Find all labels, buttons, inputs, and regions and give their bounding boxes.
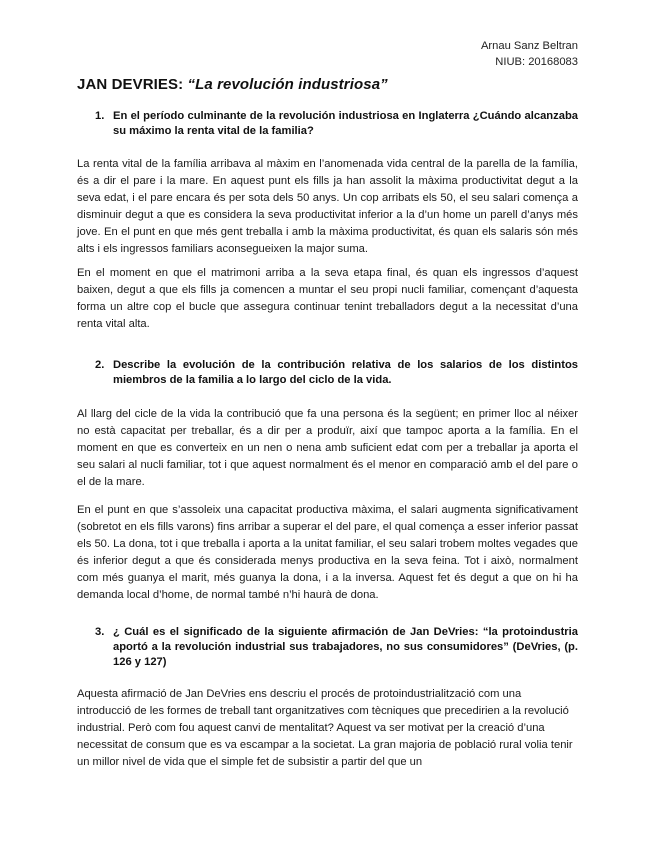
answer-2-paragraph-2: En el punt en que s’assoleix una capacitat productiva màxima, el salari augmenta significativament (sobretot en els fills varons) fins arribar a superar el del pare, el qual comença a esser inferior passat els 50. La dona, tot i que treballa i aporta a la unitat familiar, el seu salari trobem moltes vegades que és inferior degut a que és considerada menys productiva en la seva feina. Tot i això, normalment com més guanya el marit, més guanya la dona, i a la inversa. Aquest fet és degut a que on hi ha demanda local d’home, de normal també n’hi haurà de dona. [77,504,578,601]
author-block [481,38,578,70]
question-text: ¿ Cuál es el significado de la siguiente afirmación de Jan DeVries: “la protoindustria aportó a la revolución industrial sus trabajadores, no sus consumidores” (DeVries, (p. 126 y 127) [113,626,578,668]
answer-1-paragraph-2: En el moment en que el matrimoni arriba a la seva etapa final, és quan els ingressos d’aquest baixen, degut a que els fills ja comencen a muntar el seu propi nucli familiar, començant d’aquesta forma un altre cop el bucle que assegura continuar tenint treballadors degut a la necessitat d’una renta vital alta. [77,267,578,330]
document-title [77,76,388,93]
question-text: En el período culminante de la revolución industriosa en Inglaterra ¿Cuándo alcanzaba su máximo la renta vital de la familia? [113,110,578,137]
answer-3-paragraph-1: Aquesta afirmació de Jan DeVries ens descriu el procés de protoindustrialització com una introducció de les formes de treball tant organitzatives com tècniques que precedirien a la revolució industrial. Però com fou aquest canvi de mentalitat? Aquest va ser motivat per la creació d’una necessitat de consum que es va escampar a la societat. La gran majoria de població rural volia tenir un millor nivel de vida que el simple fet de subsistir a partir del que un [77,688,573,768]
question-number: 1. [95,110,105,122]
question-number: 3. [95,626,105,638]
question-2 [95,358,578,388]
question-number: 2. [95,359,105,371]
answer-1-paragraph-1: La renta vital de la família arribava al màxim en l’anomenada vida central de la parella de la família, és a dir el pare i la mare. En aquest punt els fills ja han assolit la màxima productivitat degut a la seva edat, i el pare encara és per sota dels 50 anys. Un cop arribats els 50, el seu salari comença a disminuir degut a que es considera la seva productivitat inferior a la d’un home un parell d’anys més jove. En el punt en que més gent treballa i amb la màxima productivitat, és quan els salaris són més alts i els ingressos familiars aconsegueixen la major suma. [77,158,578,255]
title-subtitle: “La revolución industriosa” [187,76,388,93]
question-3 [95,625,578,670]
title-main: JAN DEVRIES: [77,76,188,93]
answer-2-paragraph-1: Al llarg del cicle de la vida la contribució que fa una persona és la següent; en primer lloc al néixer no està capacitat per treballar, és a dir per a produïr, així que tampoc aporta a la família. En el moment en que es converteix en un nen o nena amb suficient edat com per a treballar ja aporta el seu salari al nucli familiar, tot i que aquest normalment és el menor en comparació amb el del pare o el de la mare. [77,408,578,488]
author-niub: NIUB: 20168083 [495,56,578,68]
author-name: Arnau Sanz Beltran [480,40,578,52]
question-text: Describe la evolución de la contribución relativa de los salarios de los distintos miembros de la familia a lo largo del ciclo de la vida. [113,359,578,386]
question-1 [95,109,578,139]
